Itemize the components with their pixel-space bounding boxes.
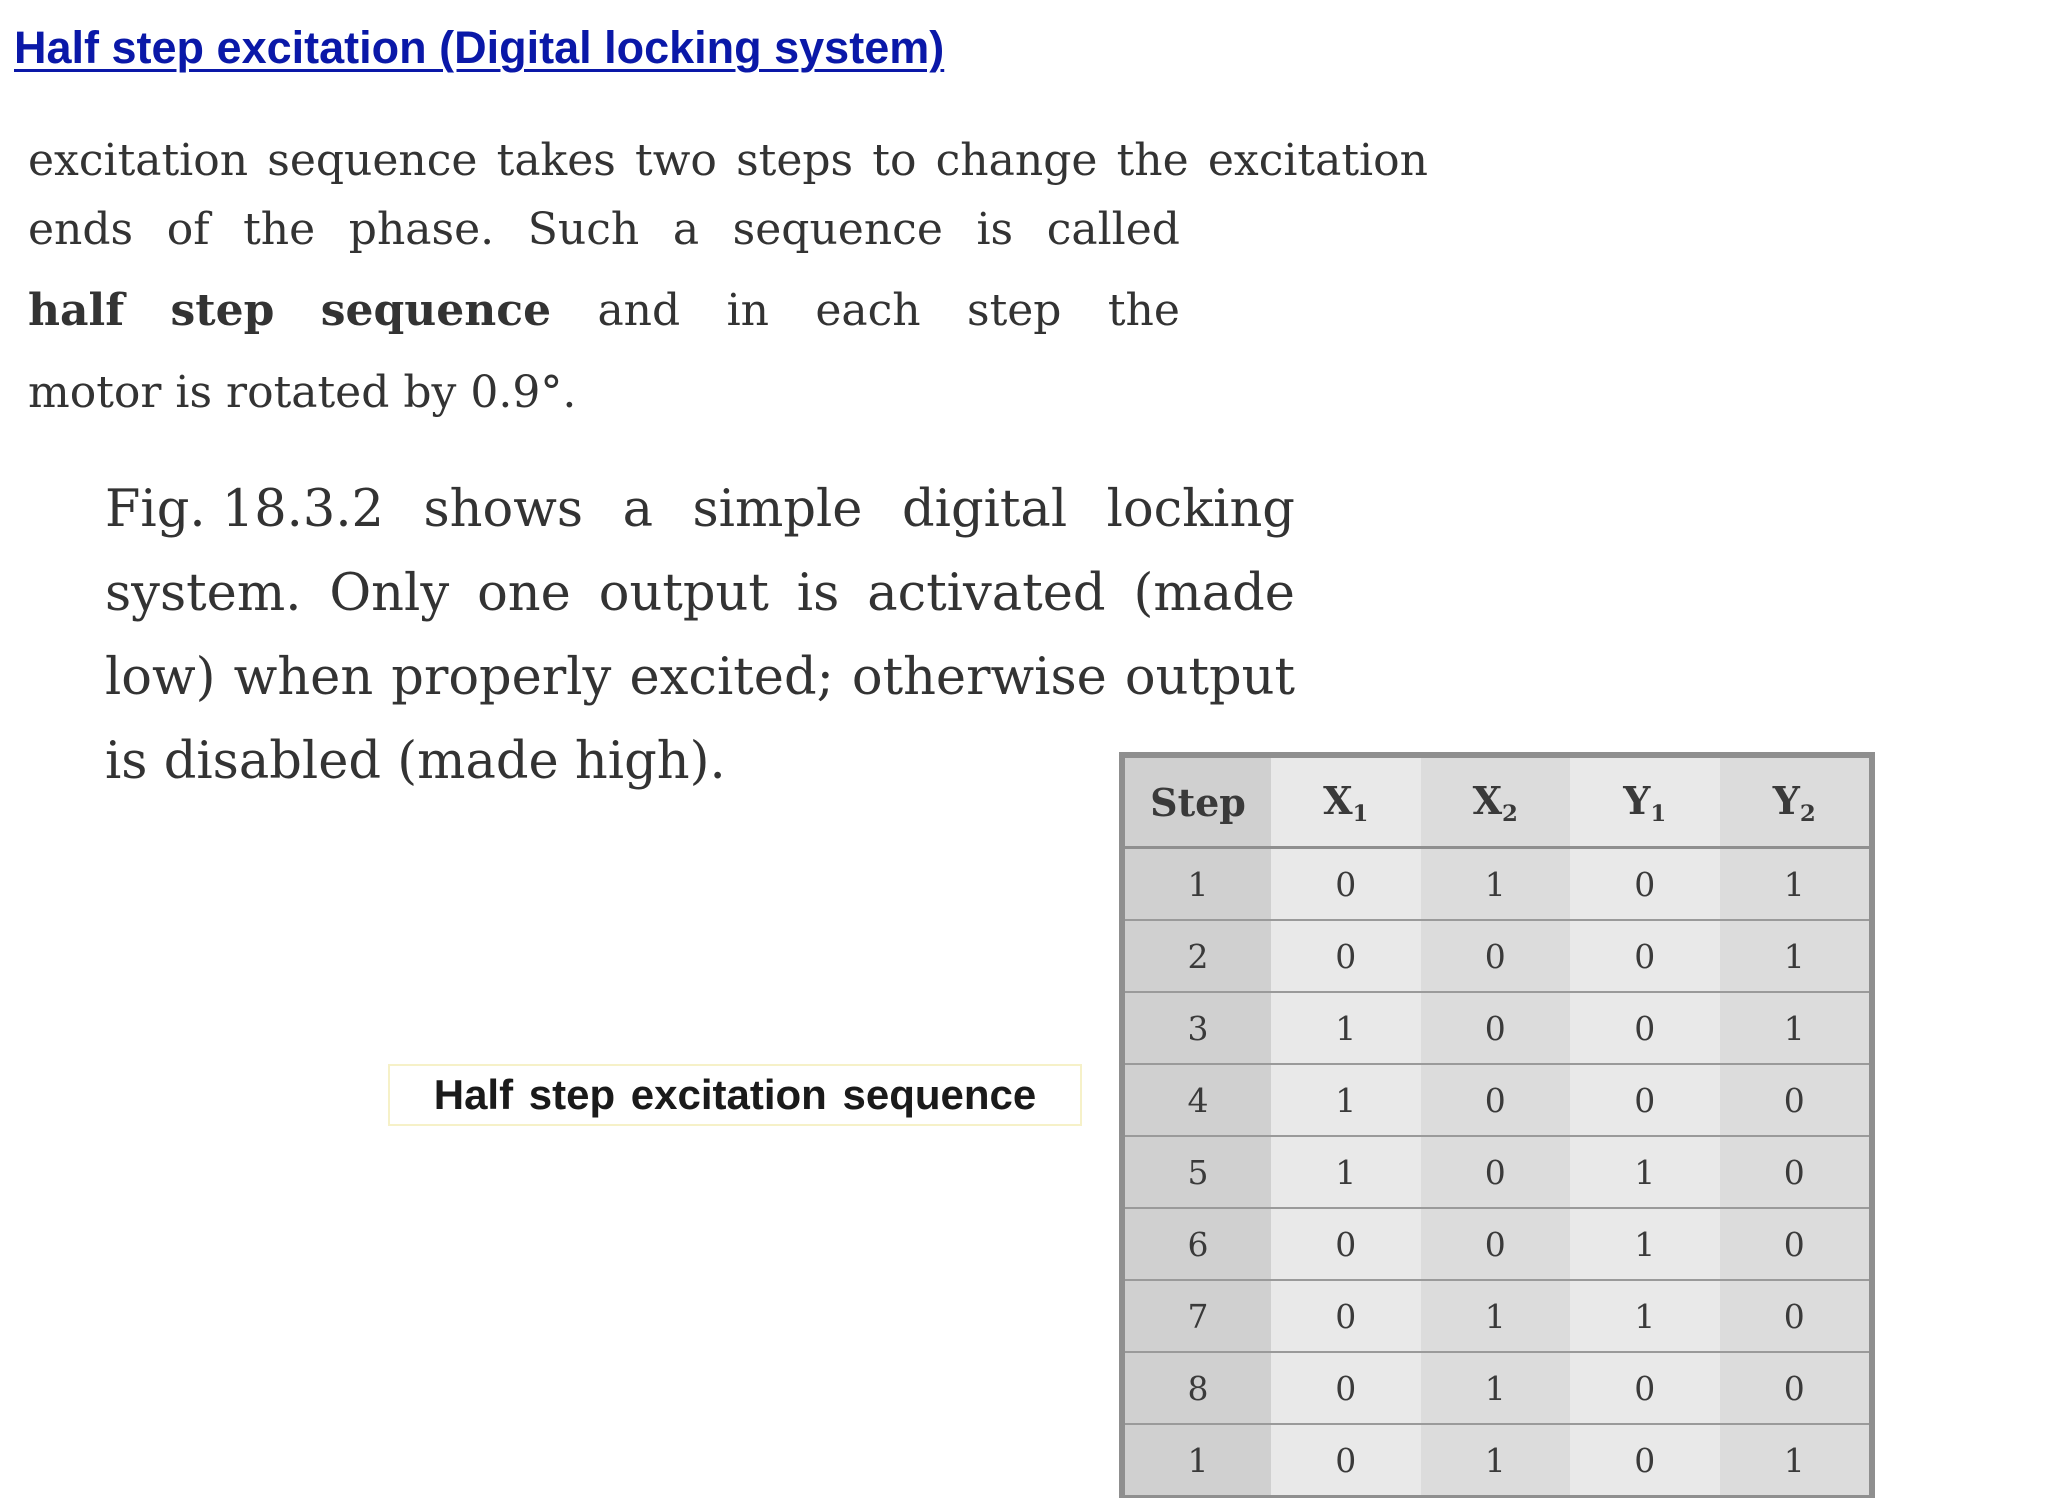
word: low) [105,648,216,707]
word: to [872,135,917,186]
table-row [1125,1424,1869,1495]
paragraph-line: motor is rotated by 0.9°. [28,367,577,418]
table-row [1125,1352,1869,1424]
word: the [243,204,316,255]
paragraph-line [28,204,1180,255]
word: the [1116,135,1189,186]
word: Fig. 18.3.2 [105,480,384,539]
paragraph-line [105,564,1295,623]
table-row [1125,1280,1869,1352]
column-header-subscript: 2 [1799,800,1816,827]
word: output [1124,648,1295,707]
column-header [1421,758,1571,848]
value-cell: 0 [1570,1424,1720,1495]
column-header-label: Step [1150,779,1246,825]
column-header-label: Y [1772,777,1800,823]
word: in [726,285,769,336]
bold-word: half [28,285,125,336]
column-header [1271,758,1421,848]
word: step [967,285,1062,336]
value-cell: 0 [1271,1424,1421,1495]
column-header-subscript: 1 [1352,800,1369,827]
value-cell: 0 [1271,1208,1421,1280]
column-header-subscript: 1 [1650,800,1667,827]
word: Such [527,204,640,255]
step-cell: 1 [1125,848,1271,921]
column-header [1125,758,1271,848]
value-cell: 0 [1720,1208,1870,1280]
value-cell: 1 [1421,1280,1571,1352]
word: sequence [267,135,478,186]
paragraph-line [105,648,1295,707]
step-cell: 1 [1125,1424,1271,1495]
value-cell: 0 [1271,920,1421,992]
column-header-label: X [1472,777,1503,823]
word: digital [902,480,1068,539]
word: a [672,204,700,255]
word: a [622,480,653,539]
value-cell: 0 [1570,1064,1720,1136]
value-cell: 0 [1421,1208,1571,1280]
word: and [597,285,681,336]
value-cell: 0 [1720,1352,1870,1424]
value-cell: 1 [1720,1424,1870,1495]
word: excited; [629,648,834,707]
page-title[interactable]: Half step excitation (Digital locking system) [14,22,945,73]
bold-word: sequence [320,285,552,336]
value-cell: 0 [1271,1352,1421,1424]
value-cell: 1 [1421,1424,1571,1495]
paragraph-line: is disabled (made high). [105,732,726,791]
value-cell: 0 [1570,992,1720,1064]
table-header-row [1125,758,1869,848]
step-cell: 5 [1125,1136,1271,1208]
step-cell: 2 [1125,920,1271,992]
paragraph-line [28,135,1428,186]
word: one [477,564,571,623]
value-cell: 0 [1421,1136,1571,1208]
value-cell: 0 [1271,1280,1421,1352]
value-cell: 1 [1570,1280,1720,1352]
value-cell: 1 [1720,848,1870,921]
excitation-sequence-table [1125,758,1869,1495]
table-row [1125,1064,1869,1136]
step-cell: 6 [1125,1208,1271,1280]
paragraph-line [105,480,1295,539]
word: shows [423,480,584,539]
step-cell: 4 [1125,1064,1271,1136]
word: system. [105,564,302,623]
value-cell: 0 [1720,1280,1870,1352]
bold-word: step [170,285,275,336]
value-cell: 1 [1720,920,1870,992]
word: called [1046,204,1180,255]
value-cell: 1 [1421,1352,1571,1424]
word: of [166,204,210,255]
word: sequence [732,204,943,255]
word: (made [1133,564,1295,623]
word: excitation [28,135,249,186]
value-cell: 1 [1271,1064,1421,1136]
word: excitation [1207,135,1428,186]
step-cell: 8 [1125,1352,1271,1424]
value-cell: 0 [1570,848,1720,921]
value-cell: 0 [1421,1064,1571,1136]
column-header-label: Y [1623,777,1651,823]
word: each [815,285,921,336]
word: steps [736,135,854,186]
value-cell: 1 [1421,848,1571,921]
value-cell: 1 [1720,992,1870,1064]
value-cell: 0 [1570,920,1720,992]
table-row [1125,848,1869,921]
value-cell: 1 [1271,1136,1421,1208]
word: takes [496,135,616,186]
word: is [796,564,840,623]
word: two [635,135,717,186]
word: output [598,564,769,623]
word: Only [329,564,450,623]
column-header-label: X [1323,777,1353,823]
value-cell: 0 [1720,1136,1870,1208]
table-row [1125,1208,1869,1280]
value-cell: 1 [1570,1136,1720,1208]
value-cell: 0 [1570,1352,1720,1424]
figure-caption: Half step excitation sequence [388,1064,1082,1126]
step-cell: 7 [1125,1280,1271,1352]
value-cell: 1 [1570,1208,1720,1280]
column-header [1720,758,1870,848]
word: properly [391,648,612,707]
table-row [1125,920,1869,992]
word: is [976,204,1014,255]
word: the [1107,285,1180,336]
value-cell: 0 [1421,920,1571,992]
paragraph-line [28,285,1180,336]
step-cell: 3 [1125,992,1271,1064]
excitation-table [1119,752,1875,1498]
value-cell: 0 [1271,848,1421,921]
word: when [233,648,374,707]
column-header [1570,758,1720,848]
column-header-subscript: 2 [1502,800,1518,827]
table-row [1125,992,1869,1064]
word: locking [1106,480,1295,539]
word: activated [867,564,1106,623]
table-body [1125,848,1869,1496]
value-cell: 0 [1720,1064,1870,1136]
word: ends [28,204,134,255]
word: change [935,135,1098,186]
value-cell: 1 [1271,992,1421,1064]
word: phase. [348,204,495,255]
word: otherwise [851,648,1107,707]
word: simple [692,480,863,539]
table-row [1125,1136,1869,1208]
value-cell: 0 [1421,992,1571,1064]
